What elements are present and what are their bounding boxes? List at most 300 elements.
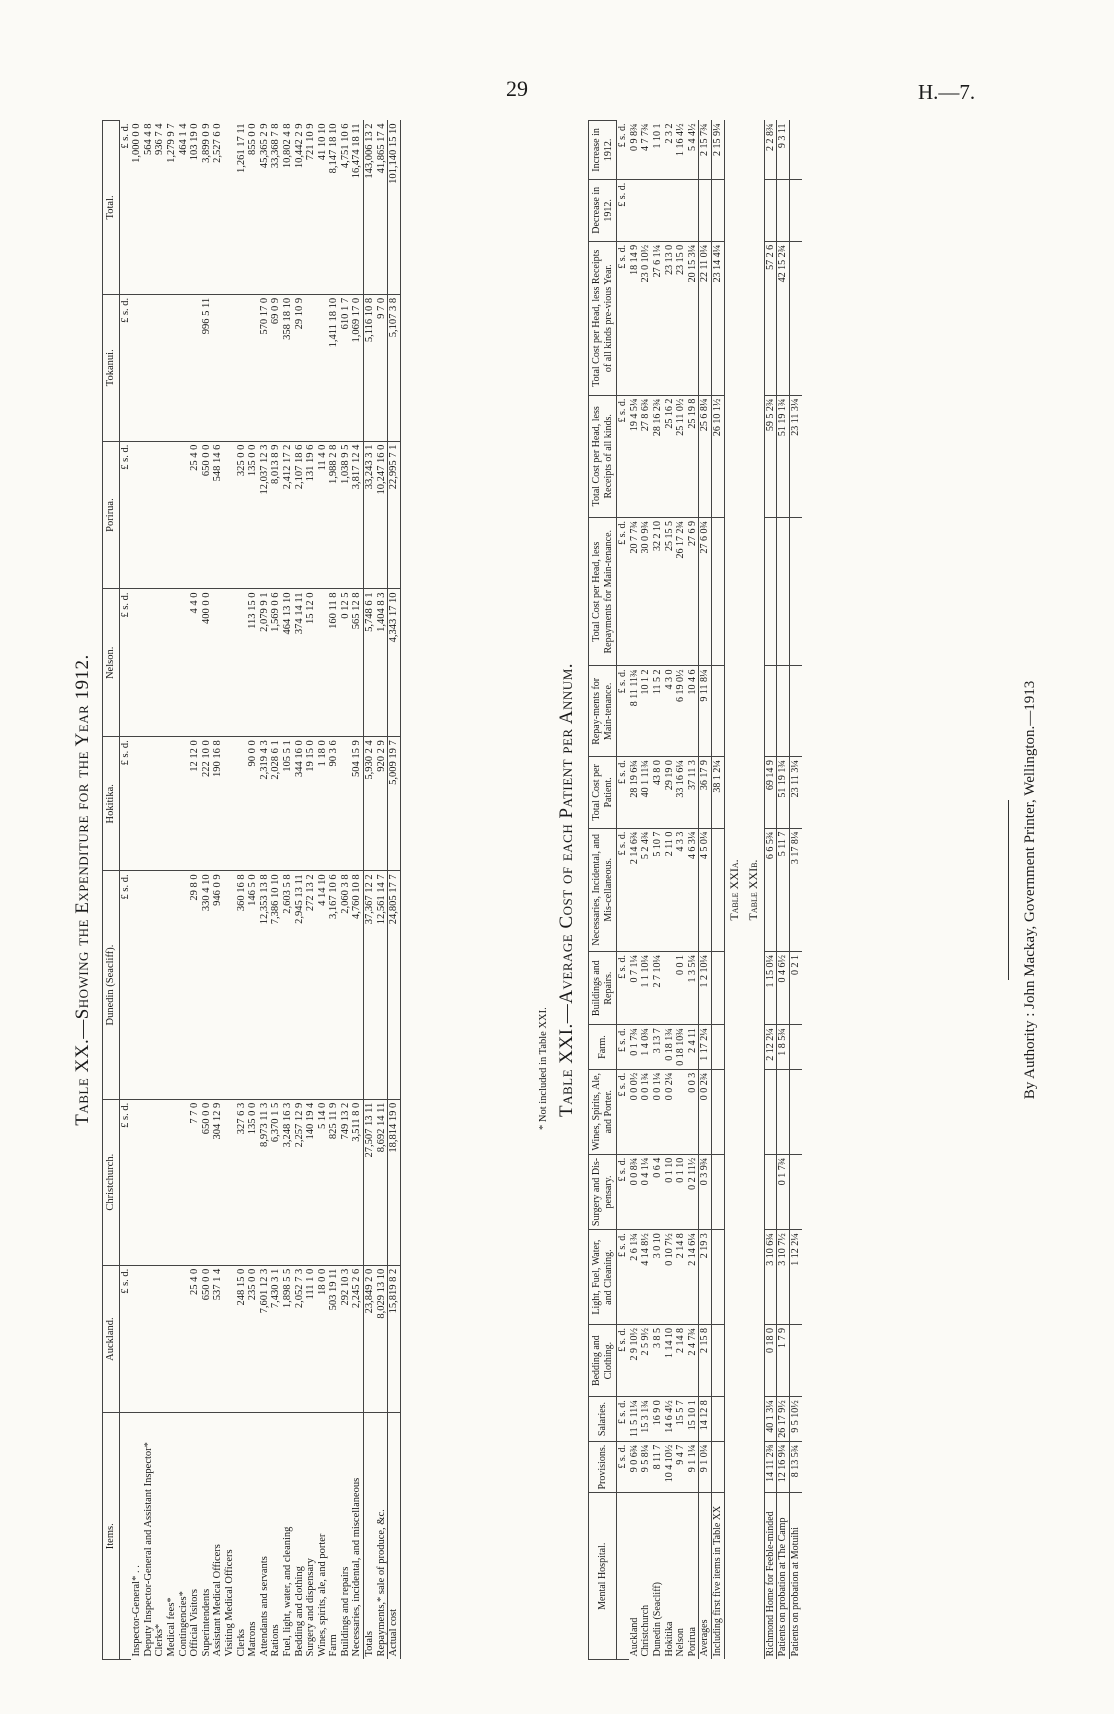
table-cell: 650 0 0: [201, 1265, 213, 1413]
table-cell: 25 11 0½: [675, 395, 687, 517]
unit-cell: £ s. d.: [617, 1397, 629, 1442]
table-cell: 5 14 0: [317, 1099, 329, 1265]
table-cell: 222 10 0: [201, 737, 213, 871]
table-cell: [687, 179, 699, 241]
table-row: [247, 121, 259, 1660]
table-cell: [789, 666, 801, 757]
table-cell: 10 1 2: [640, 666, 652, 757]
row-label: Medical fees*: [165, 1597, 177, 1657]
table-cell: 15 12 0: [305, 589, 317, 737]
table-cell: 25 6 8¼: [699, 395, 712, 517]
table-cell: 7,601 12 3: [259, 1265, 271, 1413]
table-cell: 330 4 10: [201, 871, 213, 1099]
table-cell: [640, 179, 652, 241]
table-cell: 464 13 10: [282, 589, 294, 737]
table-cell: [143, 441, 155, 589]
table-cell: 29 19 0: [664, 757, 676, 828]
table-cell: [212, 589, 224, 737]
column-header: Necessaries, Incidental, and Mis-cellaneous.: [589, 828, 617, 951]
table-cell: 0 1 10: [664, 1154, 676, 1229]
table-cell: [166, 1265, 178, 1413]
table-cell: [711, 1230, 724, 1325]
table-row: [270, 121, 282, 1660]
row-label: Hokitika: [663, 1621, 675, 1657]
table-cell: 2,945 13 11: [294, 871, 306, 1099]
table-cell: [131, 589, 143, 737]
table-cell: [154, 294, 166, 441]
row-label: Rations: [270, 1624, 282, 1657]
table-cell: 2,603 5 8: [282, 871, 294, 1099]
unit-cell: £ s. d.: [119, 294, 131, 441]
unit-cell: £ s. d.: [119, 589, 131, 737]
table-cell: 140 19 4: [305, 1099, 317, 1265]
table-cell: 0 10 7½: [664, 1230, 676, 1325]
table-cell: [224, 1099, 236, 1265]
table-cell: 9 5 8¼: [640, 1441, 652, 1493]
table-cell: 235 0 0: [247, 1265, 259, 1413]
table-cell: [178, 1099, 190, 1265]
table-cell: [166, 871, 178, 1099]
table-cell: 8,013 8 9: [270, 441, 282, 589]
table-cell: 4,760 10 8: [351, 871, 363, 1099]
totals-row: [364, 121, 376, 1660]
table-cell: 1,000 0 0: [131, 121, 143, 295]
table-cell: [711, 828, 724, 951]
table-cell: 7,430 3 1: [270, 1265, 282, 1413]
table-cell: [789, 517, 801, 665]
column-header: Decrease in 1912.: [589, 179, 617, 241]
table-cell: 0 18 1¾: [664, 1025, 676, 1070]
table-cell: 5 2 4¾: [640, 828, 652, 951]
table-cell: 0 2 11½: [687, 1154, 699, 1229]
column-header: Total Cost per Head, less Repayments for Main-tenance.: [589, 517, 617, 665]
table-cell: [675, 1069, 687, 1154]
table-cell: [789, 1069, 801, 1154]
table-cell: 0 6 4: [652, 1154, 664, 1229]
table-cell: 59 5 2¾: [764, 395, 777, 517]
table-cell: [711, 1324, 724, 1396]
table-cell: 18 14 9: [629, 241, 641, 395]
table-cell: [143, 294, 155, 441]
table-cell: [711, 517, 724, 665]
table-cell: 33 16 6¼: [675, 757, 687, 828]
column-header: Dunedin (Seacliff).: [103, 871, 120, 1099]
table-cell: 3,167 10 6: [328, 871, 340, 1099]
table-cell: [166, 737, 178, 871]
table-cell: 8,029 13 10: [376, 1265, 388, 1413]
table-cell: [777, 179, 790, 241]
table-cell: 2 12 2¼: [764, 1025, 777, 1070]
table-cell: 2,527 6 0: [212, 121, 224, 295]
table-cell: 9 1 0¼: [699, 1441, 712, 1493]
table-row: [131, 121, 143, 1660]
table-cell: 6,370 1 5: [270, 1099, 282, 1265]
column-header: Provisions.: [589, 1441, 617, 1493]
table-cell: 1 15 0¼: [764, 952, 777, 1025]
table-cell: 25 15 5: [664, 517, 676, 665]
table-cell: [224, 871, 236, 1099]
table20: [102, 120, 401, 1660]
table-row: [675, 121, 687, 1660]
unit-cell: £ s. d.: [617, 666, 629, 757]
unit-cell: [617, 1493, 629, 1660]
row-label: Buildings and repairs: [339, 1566, 351, 1657]
table-cell: 11 4 0: [317, 441, 329, 589]
table-cell: 57 2 6: [764, 241, 777, 395]
row-label: Patients on probation at Motuihi: [789, 1527, 801, 1657]
table-cell: 1,038 9 5: [340, 441, 352, 589]
table-cell: [143, 589, 155, 737]
table-cell: [777, 1069, 790, 1154]
table-row: [764, 121, 777, 1660]
table-cell: 7 7 0: [189, 1099, 201, 1265]
row-label: Actual cost: [388, 1608, 400, 1657]
subtable-a-row: [724, 121, 744, 1660]
table-cell: 503 19 11: [328, 1265, 340, 1413]
table-cell: 28 16 2¾: [652, 395, 664, 517]
table-cell: 2 2 8¾: [764, 121, 777, 180]
row-label: Clerks: [235, 1629, 247, 1657]
table-cell: [236, 294, 248, 441]
column-header: Tokanui.: [103, 294, 120, 441]
row-label: Auckland: [628, 1617, 640, 1657]
table-cell: 0 7 1¼: [629, 952, 641, 1025]
table-cell: 825 11 9: [328, 1099, 340, 1265]
table-cell: 14 12 8: [699, 1397, 712, 1442]
table-cell: 12,561 14 7: [376, 871, 388, 1099]
row-label: Contingencies*: [177, 1591, 189, 1657]
table-cell: 4 3 3: [675, 828, 687, 951]
unit-cell: £ s. d.: [617, 952, 629, 1025]
row-label: Farm: [328, 1634, 340, 1657]
row-label: Including first five items in Table XX: [711, 1505, 723, 1657]
table-cell: [178, 441, 190, 589]
table-cell: 5 4 4½: [687, 121, 699, 180]
table-row: [178, 121, 190, 1660]
table-cell: 40 1 3¼: [764, 1397, 777, 1442]
unit-cell: £ s. d.: [119, 1265, 131, 1413]
table-cell: 1 16 4½: [675, 121, 687, 180]
table-row: [640, 121, 652, 1660]
table-cell: 0 0 1: [675, 952, 687, 1025]
table-cell: [131, 737, 143, 871]
table-cell: 146 5 0: [247, 871, 259, 1099]
table-cell: 721 10 9: [305, 121, 317, 295]
unit-cell: £ s. d.: [617, 1025, 629, 1070]
table-cell: [789, 1154, 801, 1229]
table-cell: 0 9 8¾: [629, 121, 641, 180]
unit-cell: £ s. d.: [617, 241, 629, 395]
table-cell: [224, 294, 236, 441]
table-cell: [189, 294, 201, 441]
unit-cell: £ s. d.: [119, 871, 131, 1099]
row-label: Christchurch: [640, 1604, 652, 1657]
column-header: Light, Fuel, Water, and Cleaning.: [589, 1230, 617, 1325]
row-label: Dunedin (Seacliff): [651, 1581, 663, 1657]
column-header: Increase in 1912.: [589, 121, 617, 180]
table-cell: 11 5 11¼: [629, 1397, 641, 1442]
table-cell: 2 15 9¼: [711, 121, 724, 180]
row-label: Matrons: [247, 1621, 259, 1657]
table-cell: 43 8 0: [652, 757, 664, 828]
table-cell: 37,367 12 2: [364, 871, 376, 1099]
row-label: Superintendents: [200, 1588, 212, 1657]
table-cell: 5 10 7: [652, 828, 664, 951]
table-cell: 292 10 3: [340, 1265, 352, 1413]
row-label: Porirua: [686, 1627, 698, 1657]
table-cell: 0 18 10¾: [675, 1025, 687, 1070]
table-cell: 10,802 4 8: [282, 121, 294, 295]
table-cell: [236, 589, 248, 737]
table-cell: [131, 1265, 143, 1413]
table-cell: 2 4 7¾: [687, 1324, 699, 1396]
table-cell: 4 6 3¼: [687, 828, 699, 951]
table-cell: [789, 1324, 801, 1396]
table-cell: [154, 589, 166, 737]
table-cell: 16,474 18 11: [351, 121, 363, 295]
column-header: Total Cost per Head, less Receipts of all kinds.: [589, 395, 617, 517]
column-header: Porirua.: [103, 441, 120, 589]
table-cell: [764, 666, 777, 757]
column-header: Total.: [103, 121, 120, 295]
table-cell: [664, 952, 676, 1025]
column-header: Salaries.: [589, 1397, 617, 1442]
table-cell: 25 4 0: [189, 441, 201, 589]
table-cell: [236, 737, 248, 871]
column-header: Farm.: [589, 1025, 617, 1070]
table-cell: 2 9 10½: [629, 1324, 641, 1396]
table-cell: 22,995 7 1: [388, 441, 401, 589]
column-header: Auckland.: [103, 1265, 120, 1413]
table-row: [166, 121, 178, 1660]
table-cell: 936 7 4: [154, 121, 166, 295]
table-cell: 304 12 9: [212, 1099, 224, 1265]
document-reference: H.—7.: [918, 80, 976, 104]
table-cell: [178, 737, 190, 871]
table-cell: 143,006 13 2: [364, 121, 376, 295]
table-cell: [247, 294, 259, 441]
table-cell: 565 12 8: [351, 589, 363, 737]
table-cell: 2 14 6¼: [687, 1230, 699, 1325]
table-cell: [777, 666, 790, 757]
table-cell: 45,365 2 9: [259, 121, 271, 295]
unit-cell: [119, 1413, 131, 1660]
row-label: Richmond Home for Feeble-minded: [764, 1511, 776, 1657]
table-cell: 1,411 18 10: [328, 294, 340, 441]
table-cell: 2 3 2: [664, 121, 676, 180]
table-cell: [777, 517, 790, 665]
table-cell: 10,442 2 9: [294, 121, 306, 295]
printer-footer: By Authority : John Mackay, Government Printer, Wellington.—1913: [1022, 680, 1038, 1100]
table-cell: 20 15 3¼: [687, 241, 699, 395]
table-cell: 2 14 6¾: [629, 828, 641, 951]
table-cell: 14 6 4½: [664, 1397, 676, 1442]
subtable-b-caption: Table XXIb.: [746, 859, 761, 921]
table-cell: 33,243 3 1: [364, 441, 376, 589]
table-cell: 1 4 0¾: [640, 1025, 652, 1070]
column-header: Buildings and Repairs.: [589, 952, 617, 1025]
table-cell: 38 1 2¼: [711, 757, 724, 828]
row-label: Clerks*: [154, 1623, 166, 1657]
table-cell: 0 0 2¼: [664, 1069, 676, 1154]
column-header: Items.: [103, 1413, 120, 1660]
table-cell: 2 14 8: [675, 1230, 687, 1325]
column-header: Total Cost per Patient.: [589, 757, 617, 828]
table-cell: 400 0 0: [201, 589, 213, 737]
table-cell: [178, 294, 190, 441]
table-cell: 23 11 3¼: [789, 395, 801, 517]
table-row: [201, 121, 213, 1660]
row-label: Inspector-General* . .: [131, 1565, 143, 1657]
table-cell: 10,247 16 0: [376, 441, 388, 589]
table-cell: 2 19 3: [699, 1230, 712, 1325]
row-label: Bedding and clothing: [293, 1566, 305, 1657]
table-cell: 5,009 19 7: [388, 737, 401, 871]
table-cell: [224, 589, 236, 737]
table-cell: 23 13 0: [664, 241, 676, 395]
table-cell: 12,037 12 3: [259, 441, 271, 589]
table-cell: 2 11 0: [664, 828, 676, 951]
table-cell: 90 3 6: [328, 737, 340, 871]
table-cell: 25 19 8: [687, 395, 699, 517]
unit-cell: £ s. d.: [617, 1154, 629, 1229]
table-cell: 9 11 8¼: [699, 666, 712, 757]
table-cell: [711, 666, 724, 757]
table-cell: [711, 179, 724, 241]
table-cell: 360 16 8: [236, 871, 248, 1099]
table-cell: 0 1 7¾: [777, 1154, 790, 1229]
table-row: [236, 121, 248, 1660]
table-cell: 4,751 10 6: [340, 121, 352, 295]
row-label: Wines, spirits, ale, and porter: [316, 1533, 328, 1657]
table-cell: 8 11 7: [652, 1441, 664, 1493]
table-row: [212, 121, 224, 1660]
table-cell: 27,507 13 11: [364, 1099, 376, 1265]
table-cell: 1 1 10¼: [640, 952, 652, 1025]
unit-cell: £ s. d.: [119, 737, 131, 871]
table-cell: [711, 1441, 724, 1493]
table-row: [282, 121, 294, 1660]
table-cell: 0 2 1: [789, 952, 801, 1025]
table-cell: 2 5 9½: [640, 1324, 652, 1396]
table-cell: 6 6 5¾: [764, 828, 777, 951]
table-cell: [178, 1265, 190, 1413]
repayments-row: [376, 121, 388, 1660]
column-header: Wines, Spirits, Ale, and Porter.: [589, 1069, 617, 1154]
table-cell: [789, 241, 801, 395]
column-header: Repay-ments for Main-tenance.: [589, 666, 617, 757]
table-cell: [154, 1099, 166, 1265]
table-cell: 30 0 9¾: [640, 517, 652, 665]
table-cell: 2 4 11: [687, 1025, 699, 1070]
averages-row: [699, 121, 712, 1660]
row-label: Assistant Medical Officers: [212, 1544, 224, 1657]
table-cell: 25 4 0: [189, 1265, 201, 1413]
table-row: [224, 121, 236, 1660]
table-cell: 14 11 2⅜: [764, 1441, 777, 1493]
table-cell: 111 1 0: [305, 1265, 317, 1413]
table-cell: 325 0 0: [236, 441, 248, 589]
row-label: Averages: [699, 1619, 711, 1657]
table-row: [351, 121, 363, 1660]
row-label: Repayments,* sale of produce, &c.: [375, 1509, 387, 1657]
table-cell: 33,368 7 8: [270, 121, 282, 295]
table-row: [154, 121, 166, 1660]
table-cell: 650 0 0: [201, 1099, 213, 1265]
table20-footnote: * Not included in Table XXI.: [538, 1007, 549, 1130]
table-cell: 9 0 6¾: [629, 1441, 641, 1493]
table-cell: 2,319 4 3: [259, 737, 271, 871]
table-cell: 51 19 1¾: [777, 757, 790, 828]
table-cell: 2,052 7 3: [294, 1265, 306, 1413]
row-label: Deputy Inspector-General and Assistant Inspector*: [142, 1442, 154, 1657]
table-cell: 27 8 6¾: [640, 395, 652, 517]
table-cell: 2,257 12 9: [294, 1099, 306, 1265]
table-cell: 135 0 0: [247, 1099, 259, 1265]
table-row: [259, 121, 271, 1660]
table-cell: 103 19 0: [189, 121, 201, 295]
table-cell: 8,973 11 3: [259, 1099, 271, 1265]
table-cell: 0 0 2¾: [699, 1069, 712, 1154]
table-cell: [305, 294, 317, 441]
table-cell: [166, 1099, 178, 1265]
table-row: [294, 121, 306, 1660]
table-cell: 0 0 0½: [629, 1069, 641, 1154]
unit-cell: £ s. d.: [119, 121, 131, 295]
table-cell: 4 5 0¼: [699, 828, 712, 951]
table-row: [328, 121, 340, 1660]
table-cell: [154, 871, 166, 1099]
table-cell: 10 4 6: [687, 666, 699, 757]
table-cell: 16 9 0: [652, 1397, 664, 1442]
table-cell: [224, 1265, 236, 1413]
table-cell: 2,245 2 6: [351, 1265, 363, 1413]
table-cell: 12,353 13 8: [259, 871, 271, 1099]
table-cell: 1 12 2¼: [789, 1230, 801, 1325]
table-cell: 18 0 0: [317, 1265, 329, 1413]
table-cell: [675, 179, 687, 241]
table-cell: 0 4 1¼: [640, 1154, 652, 1229]
table-cell: 1 17 2¼: [699, 1025, 712, 1070]
table-cell: 327 6 3: [236, 1099, 248, 1265]
table-cell: 42 15 2¾: [777, 241, 790, 395]
table-cell: [711, 952, 724, 1025]
table-cell: [652, 179, 664, 241]
table-cell: 8,147 18 10: [328, 121, 340, 295]
table-cell: 90 0 0: [247, 737, 259, 871]
table-cell: 4 14 10: [317, 871, 329, 1099]
table-cell: 29 8 0: [189, 871, 201, 1099]
table-cell: 374 14 11: [294, 589, 306, 737]
table-cell: [711, 1397, 724, 1442]
unit-cell: £ s. d.: [617, 1069, 629, 1154]
table-cell: [664, 179, 676, 241]
unit-cell: £ s. d.: [617, 121, 629, 180]
table-cell: 27 6 1¼: [652, 241, 664, 395]
table-cell: 9 1 1¼: [687, 1441, 699, 1493]
unit-cell: £ s. d.: [119, 1099, 131, 1265]
table-cell: 4,343 17 10: [388, 589, 401, 737]
table-cell: 32 2 10: [652, 517, 664, 665]
table-cell: 272 13 2: [305, 871, 317, 1099]
column-header: Mental Hospital.: [589, 1493, 617, 1660]
table-cell: 15 3 1¾: [640, 1397, 652, 1442]
table-cell: 0 0 1¼: [652, 1069, 664, 1154]
table-cell: 0 3 9¾: [699, 1154, 712, 1229]
table-cell: 26 10 1½: [711, 395, 724, 517]
table-row: [189, 121, 201, 1660]
table-cell: 3,817 12 4: [351, 441, 363, 589]
